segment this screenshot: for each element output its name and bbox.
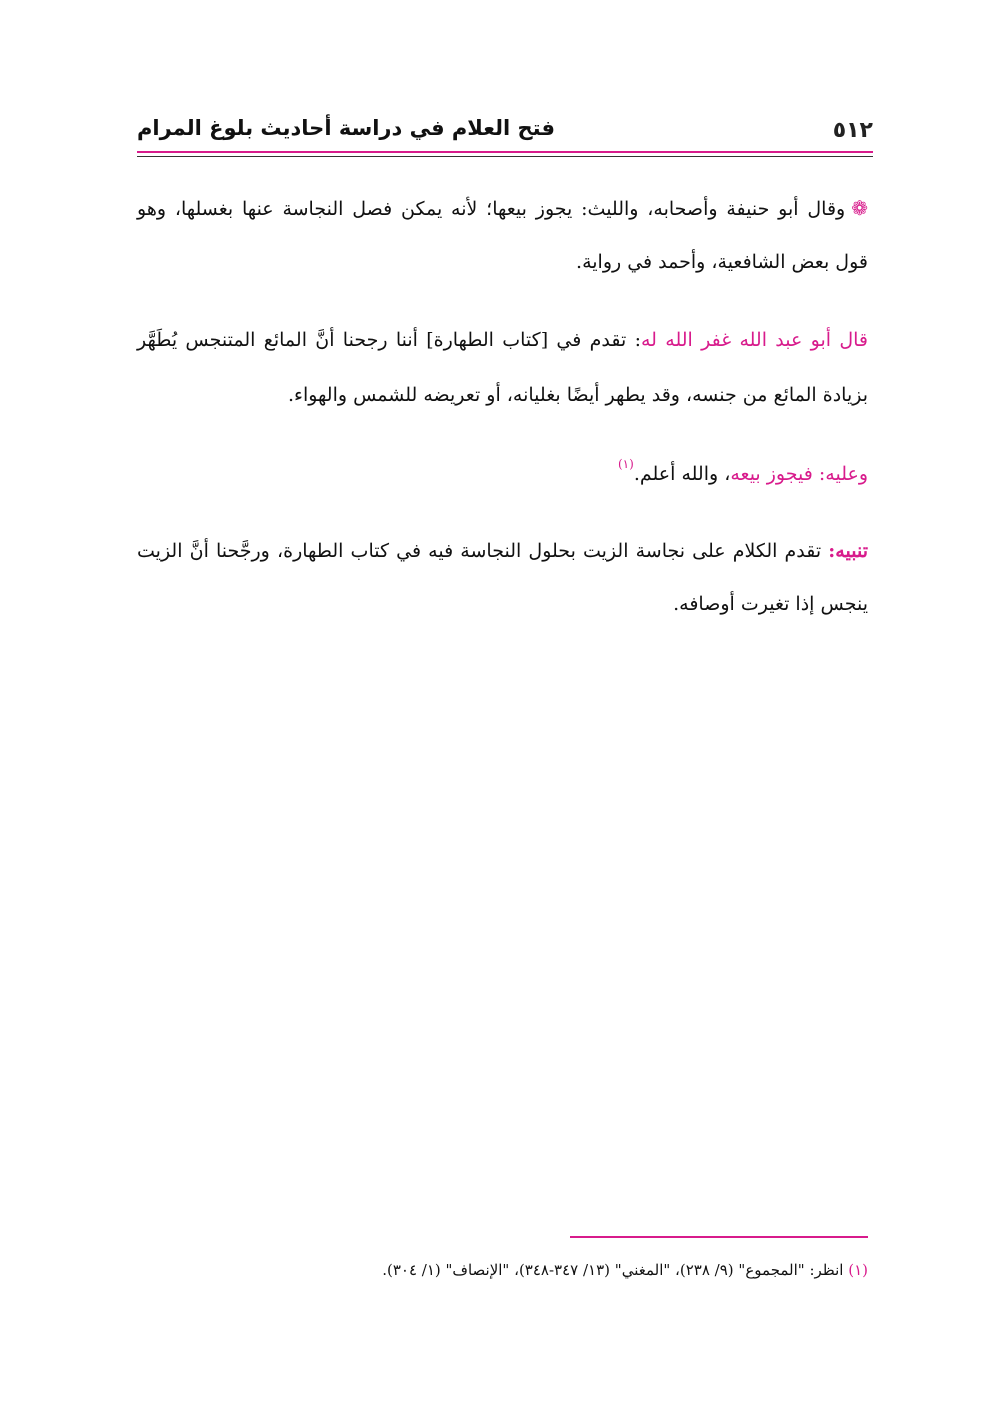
footnote-1 bbox=[137, 1258, 868, 1282]
page-header bbox=[137, 112, 873, 152]
footnote-text: انظر: "المجموع" (٩/ ٢٣٨)، "المغني" (١٣/ ٣٤٧-٣٤٨)، "الإنصاف" (١/ ٣٠٤). bbox=[382, 1261, 844, 1279]
paragraph-2-text: : تقدم في [كتاب الطهارة] أننا رجحنا أنَّ المائع المتنجس يُطَهَّر بزيادة المائع من جنسه، وقد يطهر أيضًا بغليانه، أو تعريضه للشمس والهواء. bbox=[137, 329, 868, 407]
header-rule-dark bbox=[137, 156, 873, 157]
paragraph-4 bbox=[137, 525, 868, 631]
author-attribution: قال أبو عبد الله غفر الله له bbox=[640, 329, 868, 352]
footnote-number: (١) bbox=[848, 1261, 868, 1279]
paragraph-3 bbox=[137, 448, 868, 501]
paragraph-4-text: تقدم الكلام على نجاسة الزيت بحلول النجاسة فيه في كتاب الطهارة، ورجَّحنا أنَّ الزيت ينجس إذا تغيرت أوصافه. bbox=[137, 539, 868, 615]
main-text bbox=[137, 180, 868, 631]
footnote-ref[interactable]: (١) bbox=[617, 457, 634, 472]
flower-icon: ❁ bbox=[851, 196, 868, 220]
note-lead: تنبيه: bbox=[828, 539, 868, 562]
paragraph-1 bbox=[137, 180, 868, 289]
paragraph-3-text: ، والله أعلم. bbox=[633, 462, 731, 485]
footnote-separator bbox=[570, 1236, 868, 1238]
paragraph-2 bbox=[137, 313, 868, 423]
page-number: ٥١٢ bbox=[832, 118, 873, 143]
header-rule-pink bbox=[137, 151, 873, 153]
conclusion-lead: وعليه: فيجوز بيعه bbox=[730, 462, 868, 485]
paragraph-1-text: وقال أبو حنيفة وأصحابه، والليث: يجوز بيعها؛ لأنه يمكن فصل النجاسة عنها بغسلها، وهو قول بعض الشافعية، وأحمد في رواية. bbox=[137, 198, 868, 274]
running-title: فتح العلام في دراسة أحاديث بلوغ المرام bbox=[137, 116, 555, 140]
